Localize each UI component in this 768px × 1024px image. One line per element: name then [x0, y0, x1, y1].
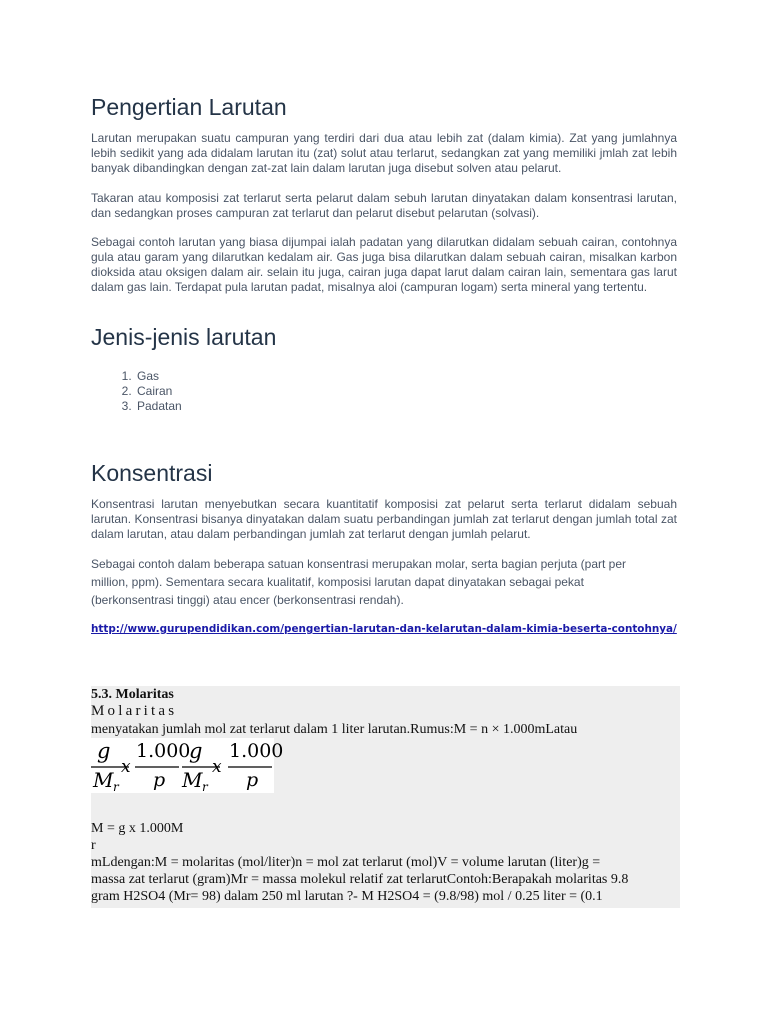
text-line: (berkonsentrasi tinggi) atau encer (berkonsentrasi rendah). — [91, 593, 404, 607]
molaritas-formula — [91, 738, 284, 794]
molaritas-spaced-title: Molaritas — [91, 703, 178, 719]
formula-times: x — [212, 757, 222, 777]
formula-g: g — [189, 739, 203, 763]
molaritas-definition: menyatakan jumlah mol zat terlarut dalam 1 liter larutan.Rumus:M = n × 1.000mLatau — [91, 722, 578, 737]
heading-pengertian-larutan: Pengertian Larutan — [91, 94, 287, 120]
molaritas-excerpt — [91, 686, 680, 908]
text-line: gram H2SO4 (Mr= 98) dalam 250 ml larutan ?- M H2SO4 = (9.8/98) mol / 0.25 liter = (0.1 — [91, 889, 603, 904]
molaritas-body — [91, 820, 676, 905]
formula-num: 1.000 — [136, 740, 191, 762]
heading-jenis-larutan: Jenis-jenis larutan — [91, 324, 277, 350]
formula-p: p — [153, 769, 166, 791]
molaritas-heading: 5.3. Molaritas — [91, 687, 174, 702]
list-item: 3. Padatan — [135, 399, 182, 414]
list-item: 1. Gas — [135, 369, 182, 384]
formula-g: g — [97, 739, 111, 763]
list-jenis-larutan — [91, 369, 182, 414]
formula-p: p — [246, 769, 259, 791]
formula-mr: M — [182, 768, 203, 792]
formula-graphic — [91, 738, 284, 794]
text-line: mLdengan:M = molaritas (mol/liter)n = mol zat terlarut (mol)V = volume larutan (liter)g = — [91, 855, 601, 870]
paragraph-examples: Sebagai contoh larutan yang biasa dijumpai ialah padatan yang dilarutkan didalam sebuah cairan, contohnya gula atau garam yang dilarutkan kedalam air. Gas juga bisa dilarutkan dalam sebuah cairan, misalkan karbon dioksida atau oksigen dalam air. selain itu juga, cairan juga dapat larut dalam cairan lain, sementara gas larut dalam gas lain. Terdapat pula larutan padat, misalnya aloi (campuran logam) serta mineral yang tertentu. — [91, 235, 677, 294]
formula-mr-sub: r — [113, 780, 119, 794]
formula-times: x — [121, 757, 131, 777]
paragraph-definition: Larutan merupakan suatu campuran yang terdiri dari dua atau lebih zat (dalam kimia). Zat yang jumlahnya lebih sedikit yang ada didalam larutan itu (zat) solut atau terlarut, sedangkan zat yang memiliki jmlah zat lebih banyak dibandingkan dengan zat-zat lain dalam larutan juga disebut solven atau pelarut. — [91, 131, 677, 175]
text-line: massa zat terlarut (gram)Mr = massa molekul relatif zat terlarutContoh:Berapakah molaritas 9.8 — [91, 872, 629, 887]
heading-konsentrasi: Konsentrasi — [91, 460, 213, 486]
formula-num: 1.000 — [229, 740, 284, 762]
paragraph-satuan-konsentrasi — [91, 555, 677, 609]
paragraph-composition: Takaran atau komposisi zat terlarut serta pelarut dalam sebuh larutan dinyatakan dalam konsentrasi larutan, dan sedangkan proses campuran zat terlarut dan pelarut disebut pelarutan (solvasi). — [91, 191, 677, 220]
text-line: r — [91, 838, 96, 853]
text-line: M = g x 1.000M — [91, 821, 184, 836]
formula-mr: M — [93, 768, 114, 792]
text-line: million, ppm). Sementara secara kualitatif, komposisi larutan dapat dinyatakan sebagai pekat — [91, 575, 584, 589]
list-item: 2. Cairan — [135, 384, 182, 399]
text-line: Sebagai contoh dalam beberapa satuan konsentrasi merupakan molar, serta bagian perjuta (part per — [91, 557, 627, 571]
formula-mr-sub: r — [202, 780, 208, 794]
paragraph-konsentrasi: Konsentrasi larutan menyebutkan secara kuantitatif komposisi zat pelarut serta terlarut didalam sebuah larutan. Konsentrasi bisanya dinyatakan dalam suatu perbandingan jumlah zat terlarut dengan jumlah total zat dalam larutan, atau dalam perbandingan jumlah zat terlarut dengan jumlah pelarut. — [91, 497, 677, 541]
source-link[interactable]: http://www.gurupendidikan.com/pengertian-larutan-dan-kelarutan-dalam-kimia-beserta-contohnya/ — [91, 623, 677, 635]
